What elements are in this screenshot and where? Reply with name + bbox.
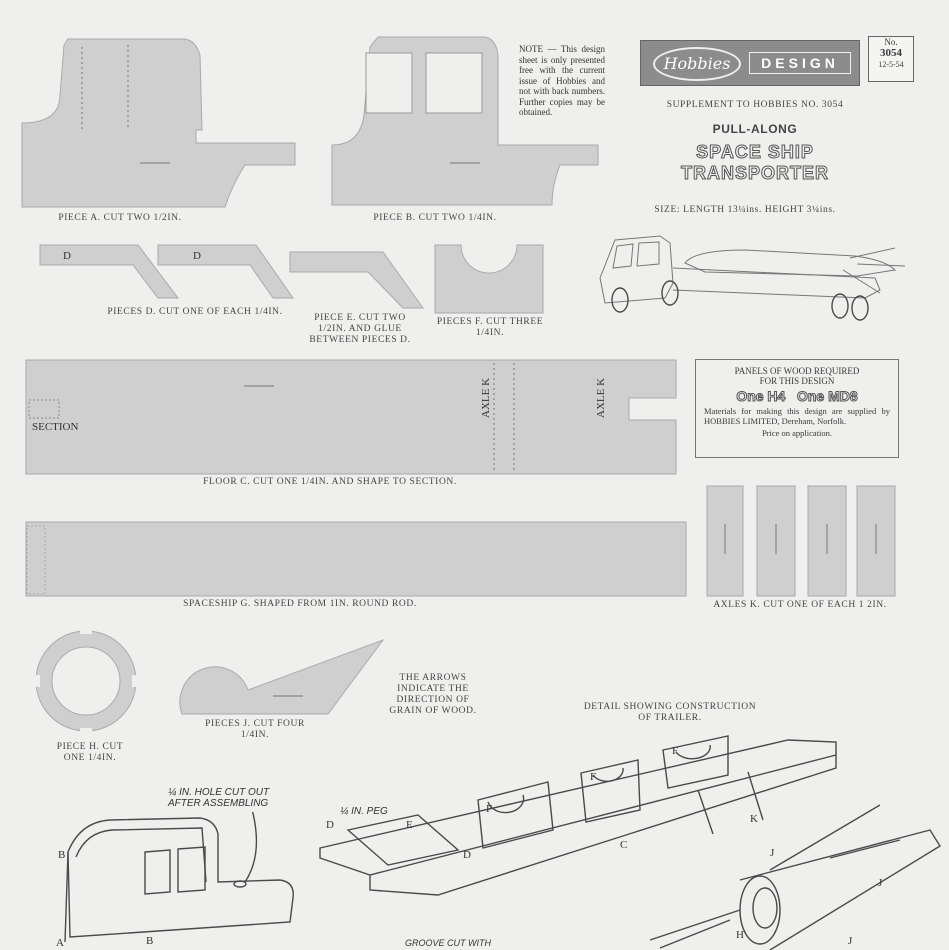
piece-e-caption: PIECE E. CUT TWO 1/2IN. AND GLUE BETWEEN PIECES D. [309, 313, 411, 345]
pieces-f-caption: PIECES F. CUT THREE 1/4IN. [436, 317, 544, 338]
peg-note: ¼ IN. PEG [340, 806, 388, 817]
panels-price: Price on application. [761, 428, 833, 438]
piece-h-caption: PIECE H. CUT ONE 1/4IN. [56, 742, 124, 763]
piece-e-shape [288, 250, 428, 312]
issue-number-box [868, 36, 914, 82]
transporter-illustration [595, 228, 910, 333]
section-mark: SECTION [32, 421, 79, 433]
hobbies-design-badge [640, 40, 860, 86]
arrows-note: THE ARROWS INDICATE THE DIRECTION OF GRAIN OF WOOD. [389, 673, 477, 716]
axles-k-caption: AXLES K. CUT ONE OF EACH 1 2IN. [713, 600, 887, 610]
note-text: NOTE — This design sheet is only presented free with the current issue of Hobbies and not with back numbers. Further copies may be obtained. [519, 44, 605, 117]
groove-note: GROOVE CUT WITH [405, 938, 491, 948]
pull-along-text: PULL-ALONG [712, 122, 798, 136]
pieces-j-shape [178, 638, 388, 718]
axle-mark-2: AXLE K [595, 377, 607, 418]
cab-label-a: A [56, 937, 64, 949]
cab-label-b2: B [146, 935, 154, 947]
floor-c-caption: FLOOR C. CUT ONE 1/4IN. AND SHAPE TO SECTION. [203, 477, 457, 487]
size-text: SIZE: LENGTH 13¼ins. HEIGHT 3¼ins. [654, 205, 836, 215]
rocket-label-j1: J [770, 847, 775, 859]
piece-a-caption: PIECE A. CUT TWO 1/2IN. [58, 213, 182, 223]
trailer-label-d2: D [463, 849, 471, 861]
no-label: No. [884, 37, 898, 47]
spaceship-g-caption: SPACESHIP G. SHAPED FROM 1IN. ROUND ROD. [183, 599, 417, 609]
trailer-label-d1: D [326, 819, 334, 831]
panels-heading: PANELS OF WOOD REQUIRED FOR THIS DESIGN [734, 366, 860, 386]
detail-title: DETAIL SHOWING CONSTRUCTION OF TRAILER. [583, 702, 757, 723]
trailer-label-k: K [750, 813, 758, 825]
axle-mark-1: AXLE K [480, 377, 492, 418]
pieces-f-shape [433, 243, 545, 315]
trailer-label-f1: F [486, 803, 493, 815]
hole-note: ¼ IN. HOLE CUT OUT AFTER ASSEMBLING [168, 787, 270, 809]
pieces-j-caption: PIECES J. CUT FOUR 1/4IN. [205, 719, 305, 740]
rocket-label-j2: J [878, 877, 883, 889]
trailer-label-c: C [620, 839, 628, 851]
design-label: DESIGN [749, 52, 851, 74]
rocket-assembly-drawing [600, 800, 945, 950]
trailer-label-f2: F [590, 771, 597, 783]
piece-h-shape [32, 626, 140, 736]
panels-box [695, 359, 899, 458]
piece-a-shape [20, 35, 320, 210]
spaceship-g-shape [24, 518, 689, 598]
pieces-d-shapes [38, 243, 298, 305]
panels-woods: One H4 One MD8 [736, 388, 858, 404]
pieces-d-caption: PIECES D. CUT ONE OF EACH 1/4IN. [107, 307, 283, 317]
rocket-label-h: H [736, 929, 744, 941]
title-line-1: SPACE SHIP [696, 142, 814, 162]
cab-assembly-drawing [50, 812, 300, 950]
trailer-label-f3: F [672, 745, 679, 757]
cab-label-b: B [58, 849, 66, 861]
floor-c-shape [24, 358, 679, 478]
issue-number: 3054 [880, 47, 902, 59]
piece-b-caption: PIECE B. CUT TWO 1/4IN. [373, 213, 497, 223]
panels-materials: Materials for making this design are supplied by HOBBIES LIMITED, Dereham, Norfolk. [704, 406, 890, 426]
hobbies-logo: Hobbies [653, 47, 741, 81]
title-line-2: TRANSPORTER [680, 163, 829, 183]
issue-date: 12-5-54 [878, 60, 904, 69]
piece-d-mark-1: D [63, 250, 71, 262]
supplement-text: SUPPLEMENT TO HOBBIES NO. 3054 [666, 100, 844, 110]
piece-d-mark-2: D [193, 250, 201, 262]
trailer-label-e: E [406, 819, 413, 831]
axles-k-shapes [705, 484, 897, 597]
rocket-label-j3: J [848, 935, 853, 947]
